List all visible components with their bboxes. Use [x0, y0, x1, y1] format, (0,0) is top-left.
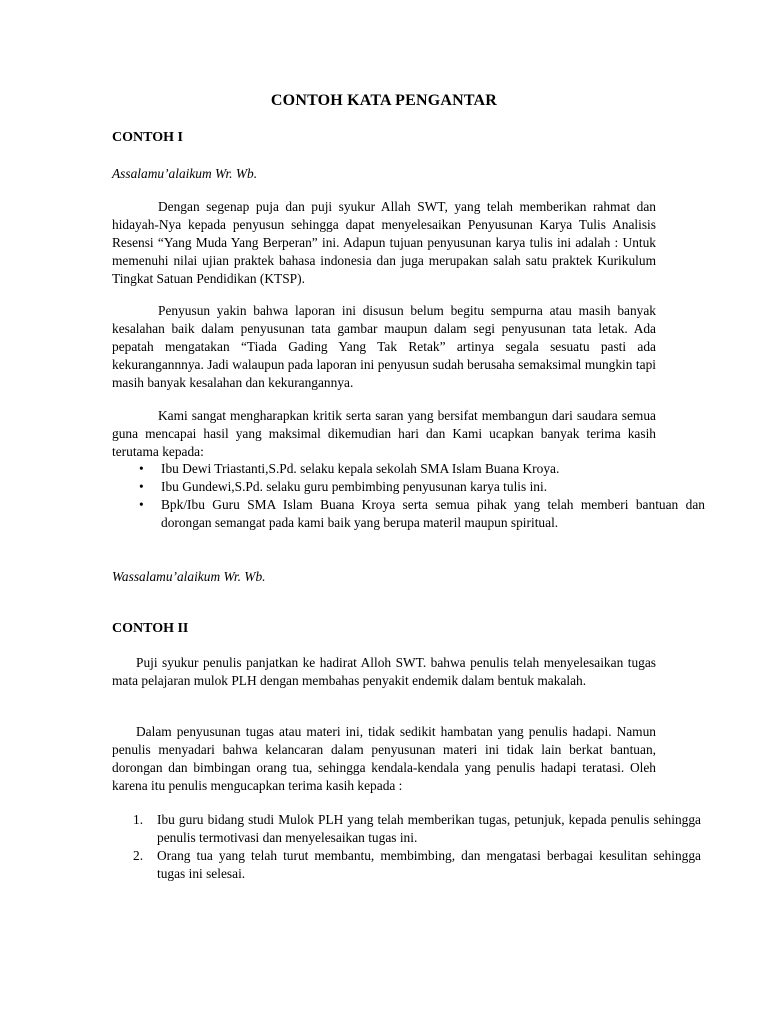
bullet-icon: •	[139, 461, 144, 476]
paragraph-1-3: Kami sangat mengharapkan kritik serta saran yang bersifat membangun dari saudara semua guna mencapai hasil yang maksimal dikemudian hari dan Kami ucapkan banyak terima kasih terutama kepada:	[112, 408, 656, 459]
list-item: • Ibu Gundewi,S.Pd. selaku guru pembimbing penyusunan karya tulis ini.	[139, 479, 548, 494]
bullet-icon: •	[139, 479, 144, 494]
section-heading-contoh-2: CONTOH II	[112, 621, 189, 636]
paragraph-1-1: Dengan segenap puja dan puji syukur Allah SWT, yang telah memberikan rahmat dan hidayah-Nya kepada penyusun sehingga dapat menyelesaikan Penyusunan Karya Tulis Analisis Resensi “Yang Muda Yang Berperan” ini. Adapun tujuan penyusunan karya tulis ini adalah : Untuk memenuhi nilai ujian praktek bahasa indonesia dan juga merupakan salah satu praktek Kurikulum Tingkat Satuan Pendidikan (KTSP).	[112, 199, 656, 286]
thanks-bullet-list	[112, 460, 705, 532]
document-title: CONTOH KATA PENGANTAR	[270, 92, 498, 109]
closing-greeting: Wassalamu’alaikum Wr. Wb.	[112, 569, 266, 584]
section-heading-contoh-1: CONTOH I	[112, 130, 183, 145]
list-number: 2.	[133, 848, 144, 863]
list-number: 1.	[133, 812, 144, 827]
paragraph-2-2: Dalam penyusunan tugas atau materi ini, tidak sedikit hambatan yang penulis hadapi. Namun penulis menyadari bahwa kelancaran dalam penyusunan materi ini tidak lain berkat bantuan, dorongan dan bimbingan orang tua, sehingga kendala-kendala yang penulis hadapi teratasi. Oleh karena itu penulis mengucapkan terima kasih kepada :	[112, 724, 656, 793]
list-item: 1. Ibu guru bidang studi Mulok PLH yang telah memberikan tugas, petunjuk, kepada penulis sehingga penulis termotivasi dan menyelesaikan tugas ini.	[133, 812, 701, 845]
opening-greeting: Assalamu’alaikum Wr. Wb.	[112, 166, 258, 181]
list-item: • Ibu Dewi Triastanti,S.Pd. selaku kepala sekolah SMA Islam Buana Kroya.	[139, 461, 560, 476]
list-item: 2. Orang tua yang telah turut membantu, membimbing, dan mengatasi berbagai kesulitan sehingga tugas ini selesai.	[133, 848, 701, 881]
list-item: • Bpk/Ibu Guru SMA Islam Buana Kroya serta semua pihak yang telah memberi bantuan dan dorongan semangat pada kami baik yang berupa materil maupun spiritual.	[139, 497, 705, 530]
paragraph-1-2: Penyusun yakin bahwa laporan ini disusun belum begitu sempurna atau masih banyak kesalahan baik dalam penyusunan tata gambar maupun dalam segi penyusunan tata letak. Ada pepatah mengatakan “Tiada Gading Yang Tak Retak” artinya segala sesuatu pasti ada kekurangannnya. Jadi walaupun pada laporan ini penyusun sudah berusaha semaksimal mungkin tapi masih banyak kesalahan dan kekurangannya.	[112, 303, 656, 390]
paragraph-2-1: Puji syukur penulis panjatkan ke hadirat Alloh SWT. bahwa penulis telah menyelesaikan tugas mata pelajaran mulok PLH dengan membahas penyakit endemik dalam bentuk makalah.	[112, 655, 656, 688]
thanks-numbered-list	[112, 811, 701, 883]
bullet-icon: •	[139, 497, 144, 512]
